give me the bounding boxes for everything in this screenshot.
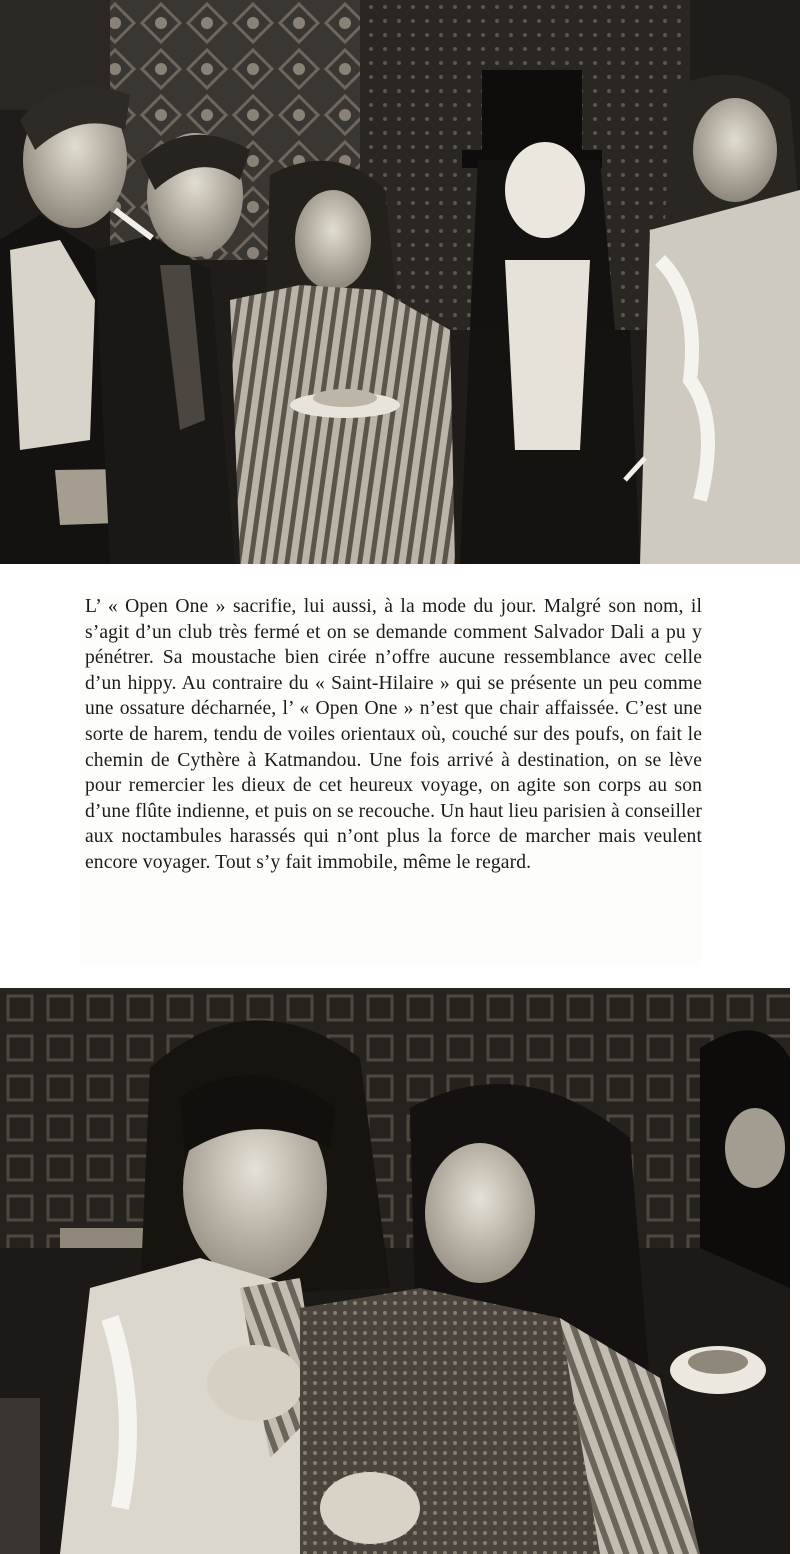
bottom-photo bbox=[0, 988, 790, 1554]
portrait-photo-icon bbox=[0, 988, 790, 1554]
group-photo-icon bbox=[0, 0, 800, 564]
article-caption: L’ « Open One » sacrifie, lui aussi, à la mode du jour. Malgré son nom, il s’agit d’un club très fermé et on se demande comment Salvador Dali a pu y pénétrer. Sa moustache bien cirée n’offre aucune ressemblance avec celle d’un hippy. Au contraire du « Saint-Hilaire » qui se présente un peu comme une ossature décharnée, l’ « Open One » n’est que chair affaissée. C’est une sorte de harem, tendu de voiles orientaux où, couché sur des poufs, on fait le chemin de Cythère à Katmandou. Une fois arrivé à destination, on se lève pour remercier les dieux de cet heureux voyage, on agite son corps au son d’une flûte indienne, et puis on se recouche. Un haut lieu parisien à conseiller aux noctambules harassés qui n’ont plus la force de marcher mais veulent encore voyager. Tout s’y fait immobile, même le regard. bbox=[85, 596, 702, 873]
article-text-block bbox=[80, 594, 702, 966]
top-photo bbox=[0, 0, 800, 564]
